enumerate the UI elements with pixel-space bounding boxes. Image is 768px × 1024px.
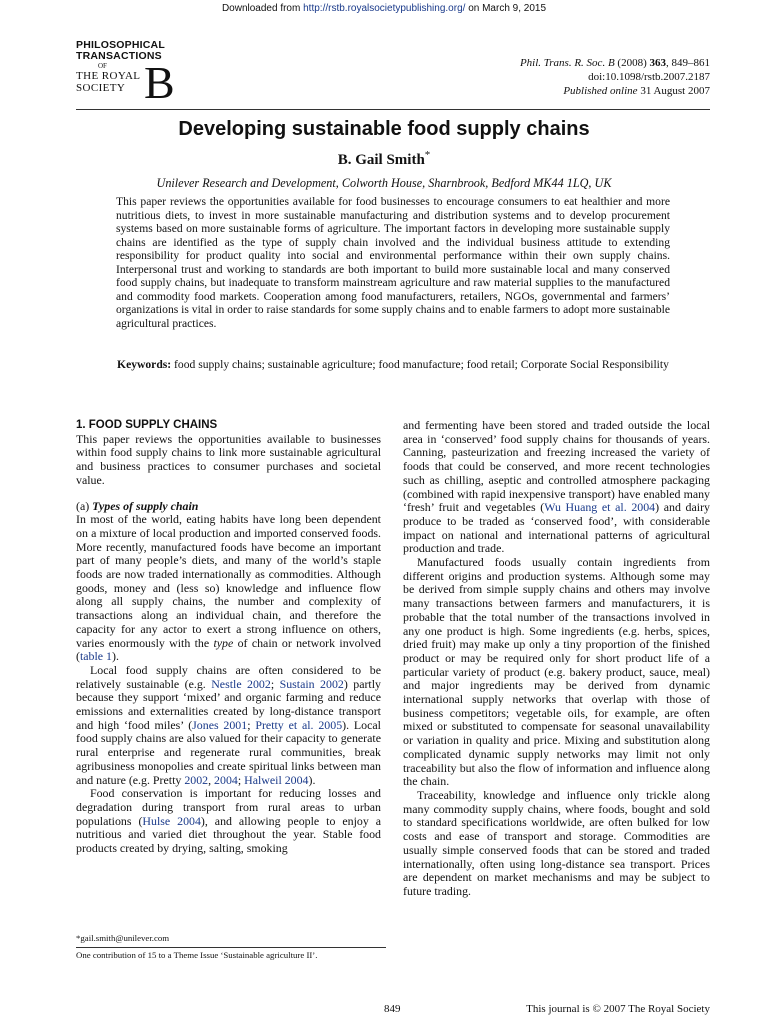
right-paragraph-2: Manufactured foods usually contain ingredients from different origins and production systems. Although some may be derived from simple supply chains and others may involve many transactions between farmers and manufacturers, it is probable that the total number of the transactions involved in any one product is high. Some ingredients (e.g. herbs, spices, dried fruit) may make up only a tiny proportion of the finished product or may be required only for short product life of a particular variety of product (e.g. bakery product, sauce, meal) and major ingredients may be derived from dynamic international supply networks that overlap with those of business competitors; vegetable oils, for example, are often mixed or substituted to compensate for seasonal unavailability or variation in quality and price. Mixing and substitution along complicated dynamic supply networks may limit not only traceability but also the flow of information and influence along the chain.: [403, 555, 710, 789]
keywords-label: Keywords:: [117, 358, 172, 371]
section-intro: This paper reviews the opportunities available to businesses within food supply chains to link more sustainable agricultural and business practices to consumer purchases and societal value.: [76, 431, 381, 487]
text-run: ).: [308, 772, 316, 787]
text-run: Local food supply chains are often considered to be relatively sustainable (e.g.: [76, 662, 381, 691]
footnote-rule: [76, 947, 386, 948]
text-run: ) and dairy produce to be traded as ‘conserved food’, with considerable impact on national and international patterns of agricultural production and trade.: [403, 500, 710, 556]
left-paragraph-1: [76, 513, 381, 664]
logo-line-5: SOCIETY: [76, 82, 126, 94]
text-run: ). Local food supply chains are also valued for their capacity to generate rural enterprise and regenerate rural communities, break agribusiness monopolies and create spiritual links between man and nature (e.g. Pretty: [76, 717, 381, 787]
footnote-contribution: One contribution of 15 to a Theme Issue ‘Sustainable agriculture II’.: [76, 950, 318, 960]
text-run: ) partly because they support ‘mixed’ and organic farming and reduce emissions and externalities created by long-distance transport and high ‘food miles’ (: [76, 676, 381, 732]
citation-year: (2008): [617, 57, 647, 69]
citation-pages: , 849–861: [666, 57, 710, 69]
logo-letter: B: [144, 57, 175, 108]
paper-title: Developing sustainable food supply chains: [178, 118, 590, 140]
text-run: ;: [247, 717, 256, 732]
download-suffix: on March 9, 2015: [465, 3, 547, 14]
author-name: B. Gail Smith: [337, 152, 425, 168]
subsection-label: (a): [76, 498, 93, 513]
text-run: In most of the world, eating habits have long been dependent on a mixture of local production and imported conserved foods. More recently, manufactured foods have become an important part of many people’s diets, and many of the world’s staple foods are now traded internationally as commodities. Although goods, money and (less so) knowledge and influence flow along all supply chains, the number and complexity of transactions along an individual chain, and therefore the capacity for any actor to exert a strong influence on others, varies enormously with the: [76, 512, 381, 650]
ref-halweil-link[interactable]: Halweil 2004: [244, 772, 309, 787]
section-heading: 1. FOOD SUPPLY CHAINS: [76, 419, 218, 431]
affiliation: Unilever Research and Development, Colworth House, Sharnbrook, Bedford MK44 1LQ, UK: [156, 176, 612, 190]
published-date: 31 August 2007: [637, 85, 710, 97]
citation-doi: doi:10.1098/rstb.2007.2187: [588, 71, 710, 83]
ref-pretty-2004-link[interactable]: 2004: [214, 772, 238, 787]
logo-line-4: THE ROYAL: [76, 70, 141, 82]
keywords: [116, 358, 670, 373]
logo-line-3: OF: [98, 62, 107, 70]
header-rule: [76, 109, 710, 110]
published-label: Published online: [563, 85, 638, 97]
download-link[interactable]: http://rstb.royalsocietypublishing.org/: [303, 3, 466, 14]
text-run-italic: type: [213, 635, 234, 650]
logo-line-1: PHILOSOPHICAL: [76, 39, 165, 51]
text-run: ;: [237, 772, 245, 787]
text-run: Food conservation is important for reducing losses and degradation during transport from rural areas to urban populations (: [76, 786, 381, 828]
subsection-title: Types of supply chain: [92, 498, 199, 513]
text-run: ), and allowing people to enjoy a nutritious and varied diet throughout the year. Stable food products created by drying, salting, smoking: [76, 813, 382, 856]
page-number: 849: [384, 1003, 401, 1015]
ref-pretty-2002-link[interactable]: 2002: [184, 772, 209, 787]
text-run: of chain or network involved (: [76, 635, 381, 664]
ref-sustain-link[interactable]: Sustain 2002: [279, 676, 344, 691]
right-paragraph-3: Traceability, knowledge and influence only trickle along many commodity supply chains, where foods, bought and sold to standard specifications worldwide, are often bulked for low costs and ease of transport and storage. Commodities are usually simple conserved foods that can be stored and traded internationally, often using long-distance sea transport. Prices are dependent on market mechanisms and may be subject to future trading.: [403, 787, 710, 898]
download-notice: [0, 3, 768, 14]
citation-block: [450, 56, 710, 98]
citation-volume: 363: [649, 57, 666, 69]
ref-pretty-link[interactable]: Pretty et al. 2005: [255, 717, 343, 732]
logo-line-2: TRANSACTIONS: [76, 50, 162, 62]
citation-line: [450, 56, 710, 70]
ref-wu-huang-link[interactable]: Wu Huang et al. 2004: [544, 500, 656, 515]
left-paragraph-2: [76, 664, 381, 787]
author-footnote-mark: *: [424, 149, 431, 161]
text-run: and fermenting have been stored and traded outside the local area in ‘conserved’ food supply chains for thousands of years. Canning, pasteurization and freezing increased the variety of foods that could be conserved, and more recent technologies such as chilling, aseptic and controlled atmosphere packaging (combined with rapid inexpensive transport) have enabled many ‘fresh’ fruit and vegetables (: [403, 418, 710, 515]
subsection-heading: [76, 500, 381, 514]
ref-nestle-link[interactable]: Nestle 2002: [211, 676, 271, 691]
royal-society-logo: [76, 39, 186, 108]
author: [0, 149, 768, 169]
ref-jones-link[interactable]: Jones 2001: [192, 717, 248, 732]
text-run: ,: [208, 772, 215, 787]
keywords-text: food supply chains; sustainable agriculture; food manufacture; food retail; Corporate Social Responsibility: [171, 358, 669, 371]
left-column: [76, 419, 381, 856]
text-run: ;: [270, 676, 280, 691]
download-prefix: Downloaded from: [221, 3, 304, 14]
citation-journal: Phil. Trans. R. Soc. B: [519, 57, 615, 69]
table-1-link[interactable]: table 1: [79, 649, 112, 664]
right-column: [403, 419, 710, 899]
text-run: ).: [112, 649, 119, 664]
citation-published: [450, 84, 710, 98]
copyright: This journal is © 2007 The Royal Society: [526, 1003, 710, 1015]
footnote-email: *gail.smith@unilever.com: [76, 933, 170, 943]
abstract: This paper reviews the opportunities available for food businesses to encourage consumers to eat healthier and more nutritious diets, to invest in more sustainable manufacturing and distribution systems and to develop procurement systems based on more sustainable forms of agriculture. The important factors in developing more sustainable supply chains are identified as the type of supply chain involved and the individual business attitude to extending responsibility for product quality into social and environmental performance within their own supply chains. Interpersonal trust and working to standards are both important to build more sustainable local and many conserved food supply chains, but inadequate to transform mainstream agriculture and raw material supplies to the manufactured and commodity food markets. Cooperation among food manufacturers, retailers, NGOs, governmental and farmers’ organizations is vital in order to raise standards for some supply chains and to enable farmers to adopt more sustainable agricultural practices.: [116, 195, 670, 330]
ref-hulse-link[interactable]: Hulse 2004: [142, 813, 201, 828]
left-paragraph-3: [76, 787, 381, 856]
right-paragraph-1: [403, 419, 710, 556]
